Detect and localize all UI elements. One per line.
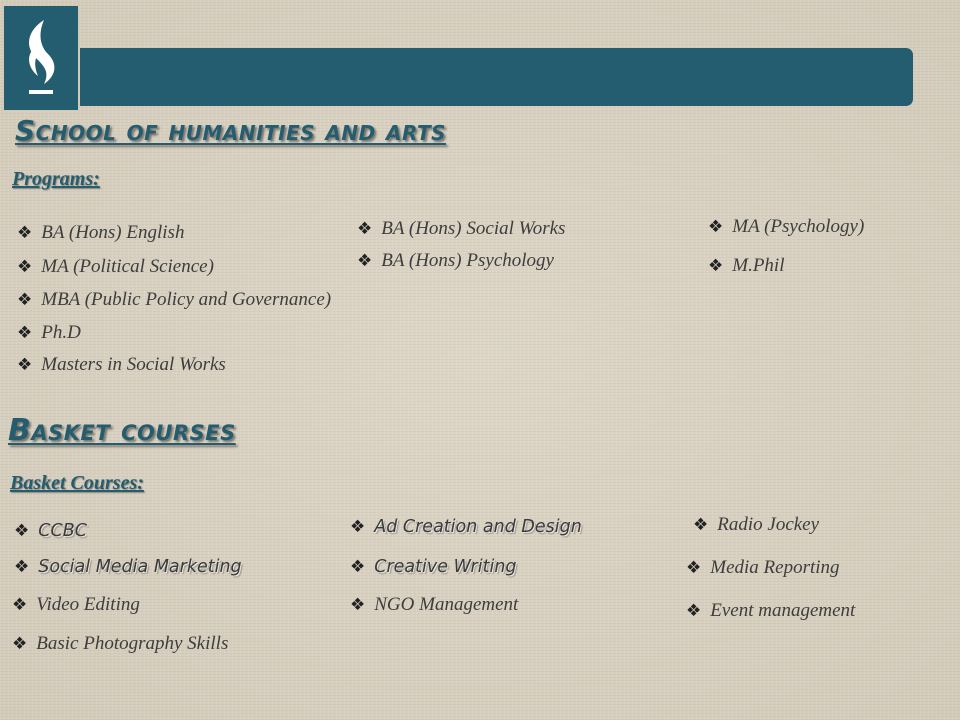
program-label: MA (Psychology) (732, 216, 865, 237)
course-label: CCBC (38, 521, 87, 541)
diamond-bullet-icon: ❖ (708, 217, 724, 237)
diamond-bullet-icon: ❖ (686, 601, 702, 621)
diamond-bullet-icon: ❖ (17, 290, 33, 310)
diamond-bullet-icon: ❖ (708, 256, 724, 276)
program-label: BA (Hons) Psychology (381, 250, 554, 271)
course-label: NGO Management (374, 594, 519, 615)
list-item (17, 289, 331, 311)
logo (4, 6, 78, 110)
program-label: MA (Political Science) (41, 256, 214, 277)
list-item (17, 222, 184, 244)
program-label: Masters in Social Works (41, 354, 226, 375)
header-banner (80, 48, 913, 106)
diamond-bullet-icon: ❖ (357, 251, 373, 271)
list-item (693, 514, 819, 536)
diamond-bullet-icon: ❖ (693, 515, 709, 535)
school-title: School of humanities and arts (15, 114, 447, 147)
course-label: Event management (710, 600, 856, 621)
list-item (12, 594, 140, 616)
list-item (14, 557, 242, 577)
list-item (357, 218, 565, 240)
list-item (708, 255, 785, 277)
program-label: MBA (Public Policy and Governance) (41, 289, 332, 310)
list-item (14, 521, 87, 541)
list-item (17, 256, 214, 278)
diamond-bullet-icon: ❖ (350, 557, 366, 577)
list-item (686, 600, 855, 622)
diamond-bullet-icon: ❖ (357, 219, 373, 239)
program-label: Ph.D (41, 322, 81, 343)
diamond-bullet-icon: ❖ (12, 634, 28, 654)
list-item (17, 322, 81, 344)
list-item (12, 633, 228, 655)
diamond-bullet-icon: ❖ (17, 223, 33, 243)
flame-logo-icon (4, 6, 78, 110)
diamond-bullet-icon: ❖ (17, 323, 33, 343)
course-label: Radio Jockey (717, 514, 820, 535)
course-label: Basic Photography Skills (36, 633, 229, 654)
program-label: BA (Hons) English (41, 222, 185, 243)
list-item (686, 557, 840, 579)
list-item (350, 517, 582, 537)
course-label: Social Media Marketing (38, 557, 242, 577)
program-label: BA (Hons) Social Works (381, 218, 566, 239)
course-label: Media Reporting (710, 557, 840, 578)
list-item (350, 557, 517, 577)
course-label: Video Editing (36, 594, 140, 615)
diamond-bullet-icon: ❖ (350, 517, 366, 537)
program-label: M.Phil (732, 255, 785, 276)
course-label: Creative Writing (374, 557, 517, 577)
list-item (350, 594, 518, 616)
programs-label: Programs: (12, 168, 100, 190)
course-label: Ad Creation and Design (374, 517, 582, 537)
diamond-bullet-icon: ❖ (12, 595, 28, 615)
basket-courses-title: Basket courses (8, 413, 236, 448)
diamond-bullet-icon: ❖ (686, 558, 702, 578)
diamond-bullet-icon: ❖ (17, 355, 33, 375)
basket-courses-label: Basket Courses: (10, 472, 144, 494)
diamond-bullet-icon: ❖ (14, 557, 30, 577)
diamond-bullet-icon: ❖ (14, 521, 30, 541)
diamond-bullet-icon: ❖ (350, 595, 366, 615)
list-item (708, 216, 864, 238)
list-item (357, 250, 554, 272)
diamond-bullet-icon: ❖ (17, 257, 33, 277)
list-item (17, 354, 226, 376)
